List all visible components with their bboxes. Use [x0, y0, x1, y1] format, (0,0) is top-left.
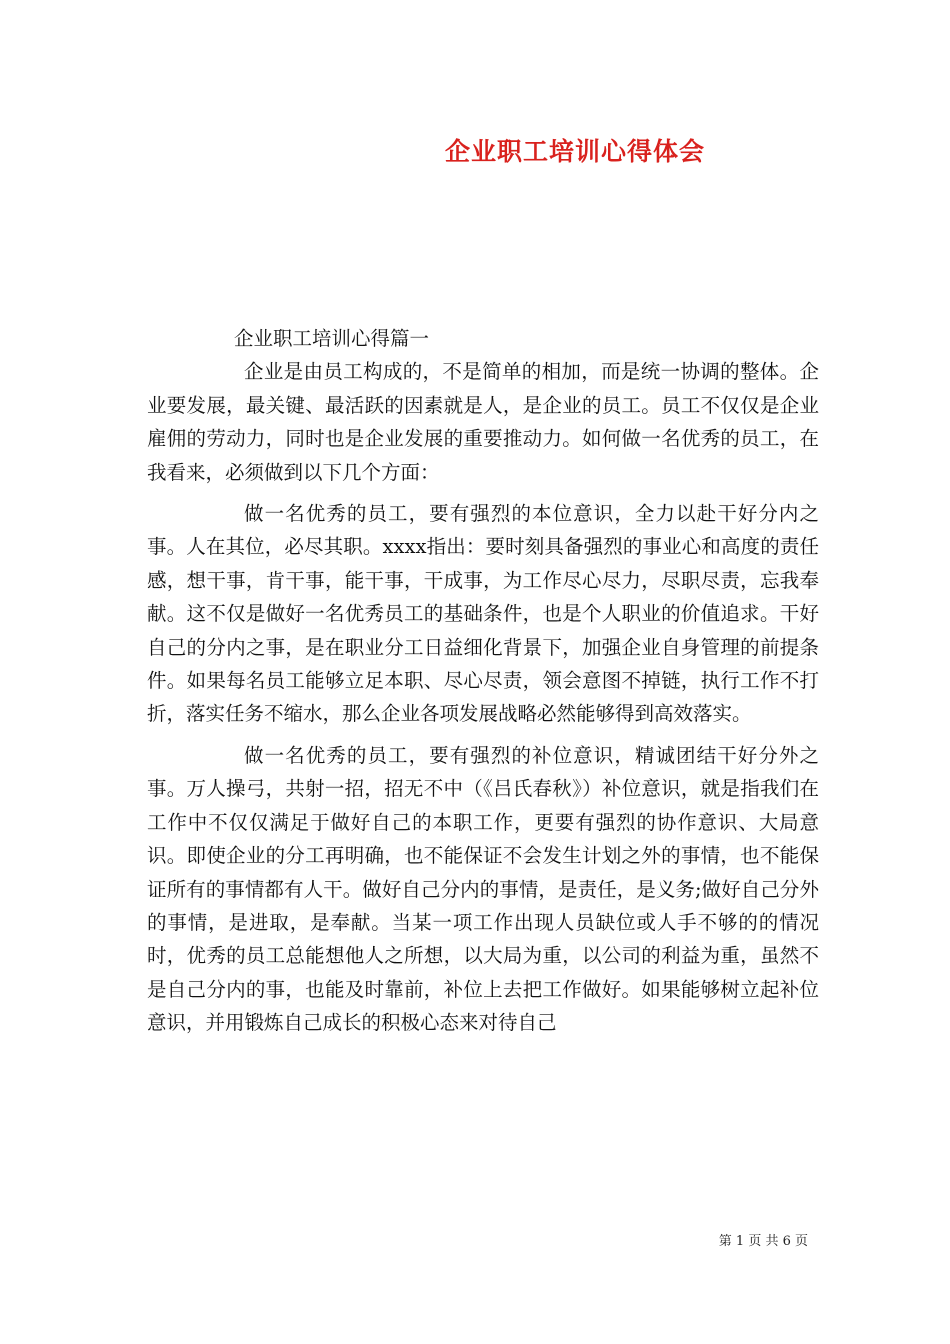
- paragraph-3: 做一名优秀的员工，要有强烈的补位意识，精诚团结干好分外之事。万人操弓，共射一招，招无不中（《吕氏春秋》）补位意识，就是指我们在工作中不仅仅满足于做好自己的本职工作，更要有强烈的协作意识、大局意识。即使企业的分工再明确，也不能保证不会发生计划之外的事情，也不能保证所有的事情都有人干。做好自己分内的事情，是责任，是义务;做好自己分外的事情，是进取，是奉献。当某一项工作出现人员缺位或人手不够的的情况时，优秀的员工总能想他人之所想，以大局为重，以公司的利益为重，虽然不是自己分内的事，也能及时靠前，补位上去把工作做好。如果能够树立起补位意识，并用锻炼自己成长的积极心态来对待自己: [147, 743, 819, 1035]
- page-title: 企业职工培训心得体会: [444, 137, 705, 166]
- document-body: [147, 322, 819, 1040]
- section-heading: 企业职工培训心得篇一: [234, 327, 430, 350]
- page-number: 第 1 页 共 6 页: [718, 1234, 808, 1249]
- paragraph-2: 做一名优秀的员工，要有强烈的本位意识，全力以赴干好分内之事。人在其位，必尽其职。xxxx指出：要时刻具备强烈的事业心和高度的责任感，想干事，肯干事，能干事，干成事，为工作尽心尽力，尽职尽责，忘我奉献。这不仅是做好一名优秀员工的基础条件，也是个人职业的价值追求。干好自己的分内之事，是在职业分工日益细化背景下，加强企业自身管理的前提条件。如果每名员工能够立足本职、尽心尽责，领会意图不掉链，执行工作不打折，落实任务不缩水，那么企业各项发展战略必然能够得到高效落实。: [147, 502, 819, 726]
- paragraph-1: 企业是由员工构成的，不是简单的相加，而是统一协调的整体。企业要发展，最关键、最活跃的因素就是人，是企业的员工。员工不仅仅是企业雇佣的劳动力，同时也是企业发展的重要推动力。如何做一名优秀的员工，在我看来，必须做到以下几个方面：: [147, 360, 819, 484]
